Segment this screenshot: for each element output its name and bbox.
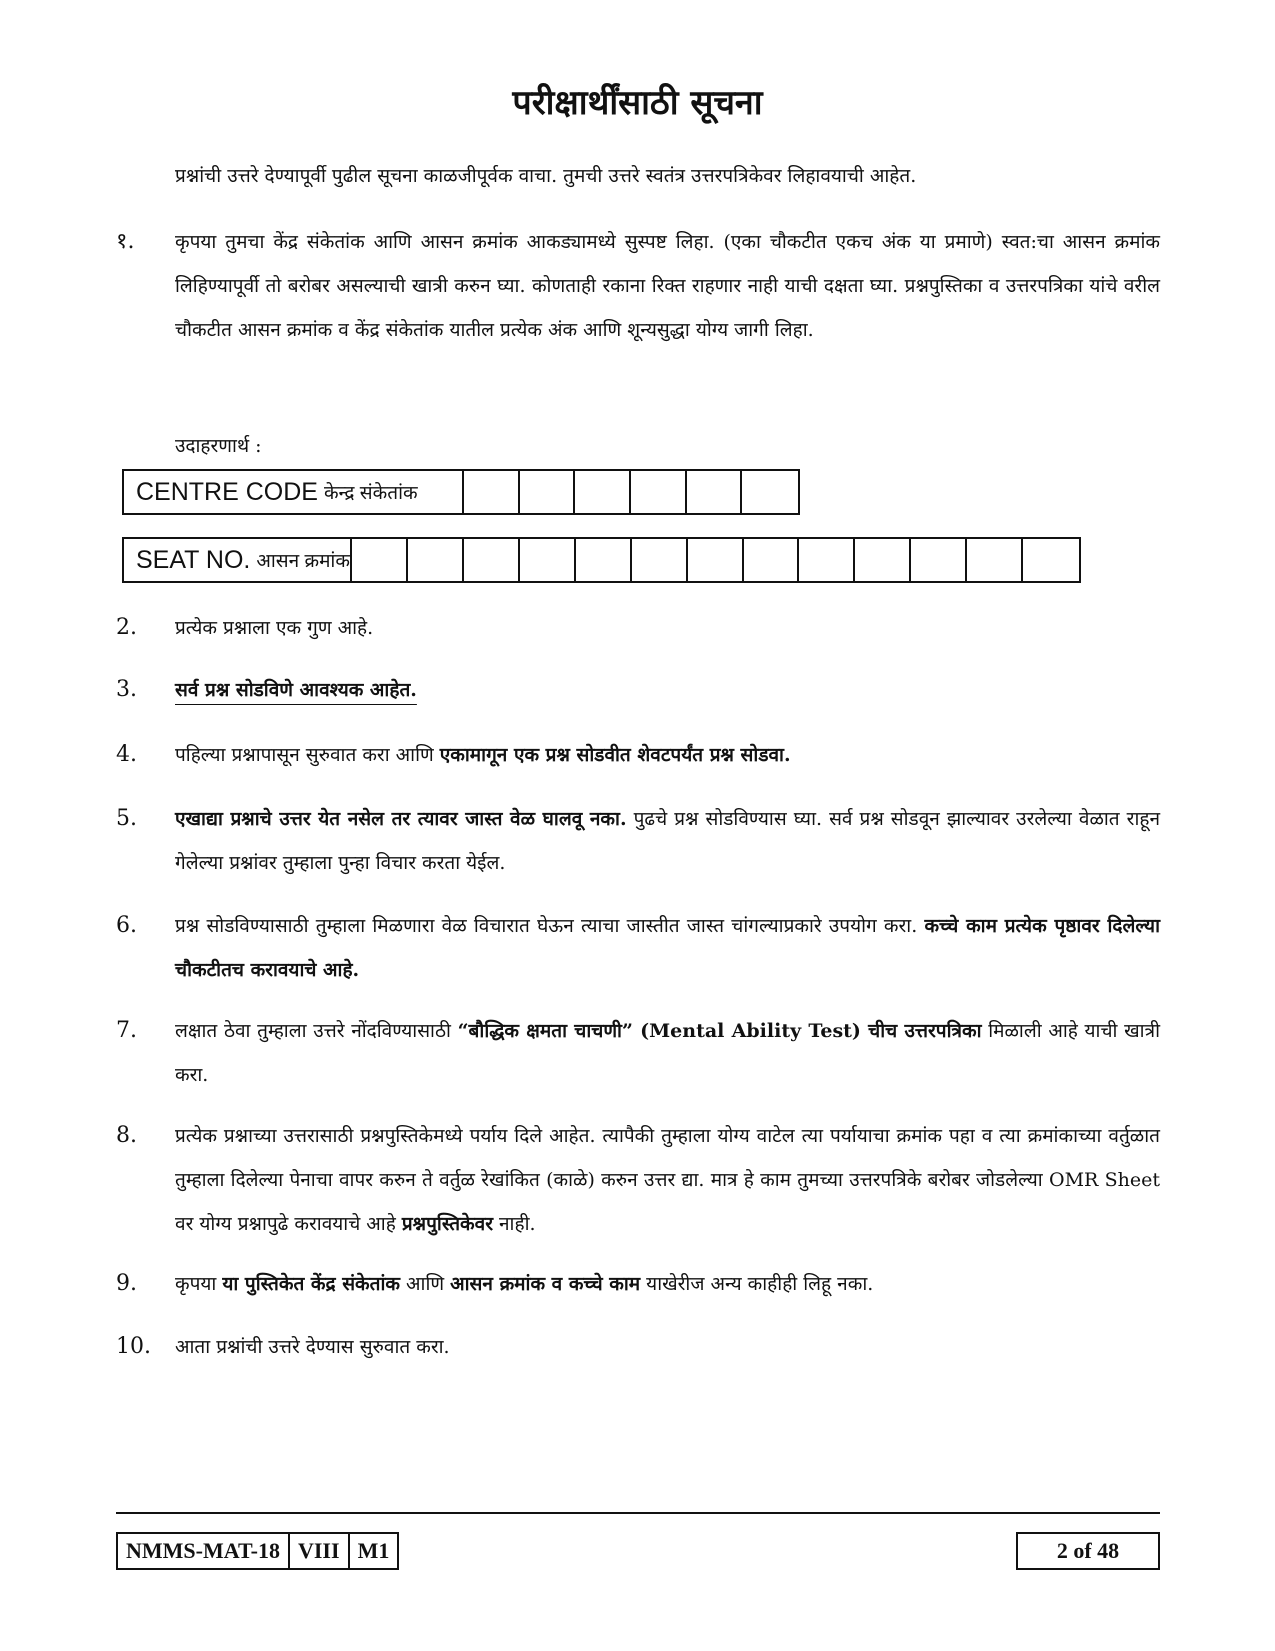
digit-box [520,539,576,581]
digit-box [575,471,631,513]
digit-box [911,539,967,581]
footer-paper-code [116,1532,399,1570]
page-number: 2 of 48 [1016,1532,1160,1570]
centre-code-box [122,469,800,515]
digit-box [576,539,632,581]
intro-text: प्रश्नांची उत्तरे देण्यापूर्वी पुढील सूचना काळजीपूर्वक वाचा. तुमची उत्तरे स्वतंत्र उत्तरपत्रिकेवर लिहावयाची आहेत. [175,165,917,187]
standard: VIII [290,1534,350,1568]
digit-box [799,539,855,581]
seat-no-box [122,537,1081,583]
instruction-number: १. [116,229,135,254]
digit-box [967,539,1023,581]
digit-box [631,471,687,513]
instruction-text: कृपया तुमचा केंद्र संकेतांक आणि आसन क्रमांक आकड्यामध्ये सुस्पष्ट लिहा. (एका चौकटीत एकच अंक या प्रमाणे) स्वत:चा आसन क्रमांक लिहिण्यापूर्वी तो बरोबर असल्याची खात्री करुन घ्या. कोणताही रकाना रिक्त राहणार नाही याची दक्षता घ्या. प्रश्नपुस्तिका व उत्तरपत्रिका यांचे वरील चौकटीत आसन क्रमांक व केंद्र संकेतांक यातील प्रत्येक अंक आणि शून्यसुद्धा योग्य जागी लिहा. [175,231,1160,341]
digit-box [520,471,576,513]
digit-box [687,471,743,513]
digit-box [744,539,800,581]
centre-code-label: CENTRE CODE केन्द्र संकेतांक [124,471,464,513]
instruction-page: परीक्षार्थींसाठी सूचना प्रश्नांची उत्तरे देण्यापूर्वी पुढील सूचना काळजीपूर्वक वाचा. तुमची उत्तरे स्वतंत्र उत्तरपत्रिकेवर लिहावयाची आहेत. १. कृपया तुमचा केंद्र संकेतांक आणि आसन क्रमांक आकड्यामध्ये सुस्पष्ट लिहा. (एका चौकटीत एकच अंक या प्रमाणे) स्वत:चा आसन क्रमांक लिहिण्यापूर्वी तो बरोबर असल्याची खात्री करुन घ्या. कोणताही रकाना रिक्त राहणार नाही याची दक्षता घ्या. प्रश्नपुस्तिका व उत्तरपत्रिका यांचे वरील चौकटीत आसन क्रमांक व केंद्र संकेतांक यातील प्रत्येक अंक आणि शून्यसुद्धा योग्य जागी लिहा. उदाहरणार्थ : CENTRE CODE केन्द्र संकेतांक SEAT NO. आसन क्रमांक 2. प्रत्येक प्रश्नाला एक गुण आहे. 3. सर्व प्रश्न सोडविणे आवश्यक आहेत. 4. पहिल्या प्रश्नापासून सुरुवात करा आणि एकामागून एक प्रश्न सोडवीत शेवटपर्यंत प्रश्न सोडवा. 5. एखाद्या प्रश्नाचे उत्तर येत नसेल तर त्यावर जास्त वेळ घालवू नका. पुढचे प्रश्न सोडविण्यास घ्या. सर्व प्रश्न सोडवून झाल्यावर उरलेल्या वेळात राहून गेलेल्या प्रश्नांवर तुम्हाला पुन्हा विचार करता येईल. 6. प्रश्न सोडविण्यासाठी तुम्हाला मिळणारा वेळ विचारात घेऊन त्याचा जास्तीत जास्त चांगल्याप्रकारे उपयोग करा. कच्चे काम प्रत्येक पृष्ठावर दिलेल्या चौकटीतच करावयाचे आहे. 7. लक्षात ठेवा तुम्हाला उत्तरे नोंदविण्यासाठी “बौद्धिक क्षमता चाचणी” (Mental Ability Test) चीच उत्तरपत्रिका मिळाली आहे याची खात्री करा. 8. प्रत्येक प्रश्नाच्या उत्तरासाठी प्रश्नपुस्तिकेमध्ये पर्याय दिले आहेत. त्यापैकी तुम्हाला योग्य वाटेल त्या पर्यायाचा क्रमांक पहा व त्या क्रमांकाच्या वर्तुळात तुम्हाला दिलेल्या पेनाचा वापर करुन ते वर्तुळ रेखांकित (काळे) करुन उत्तर द्या. मात्र हे काम तुमच्या उत्तरपत्रिके बरोबर जोडलेल्या OMR Sheet वर योग्य प्रश्नापुढे करावयाचे आहे प्रश्नपुस्तिकेवर नाही. 9. कृपया या पुस्तिकेत केंद्र संकेतांक आणि आसन क्रमांक व कच्चे काम याखेरीज अन्य काहीही लिहू नका. 10. आता प्रश्नांची उत्तरे देण्यास सुरुवात करा. NMMS-MAT-18 VIII M1 2 of 48 [0,0,1275,1651]
digit-box [408,539,464,581]
digit-box [1023,539,1079,581]
footer-rule [116,1512,1160,1514]
digit-box [632,539,688,581]
digit-box [464,539,520,581]
seat-no-label: SEAT NO. आसन क्रमांक [124,539,352,581]
digit-box [352,539,408,581]
medium: M1 [357,1538,390,1563]
digit-box [742,471,798,513]
page-title: परीक्षार्थींसाठी सूचना [512,83,763,123]
paper-code: NMMS-MAT-18 [118,1534,290,1568]
digit-box [688,539,744,581]
digit-box [855,539,911,581]
example-label: उदाहरणार्थ : [175,435,262,457]
digit-box [464,471,520,513]
